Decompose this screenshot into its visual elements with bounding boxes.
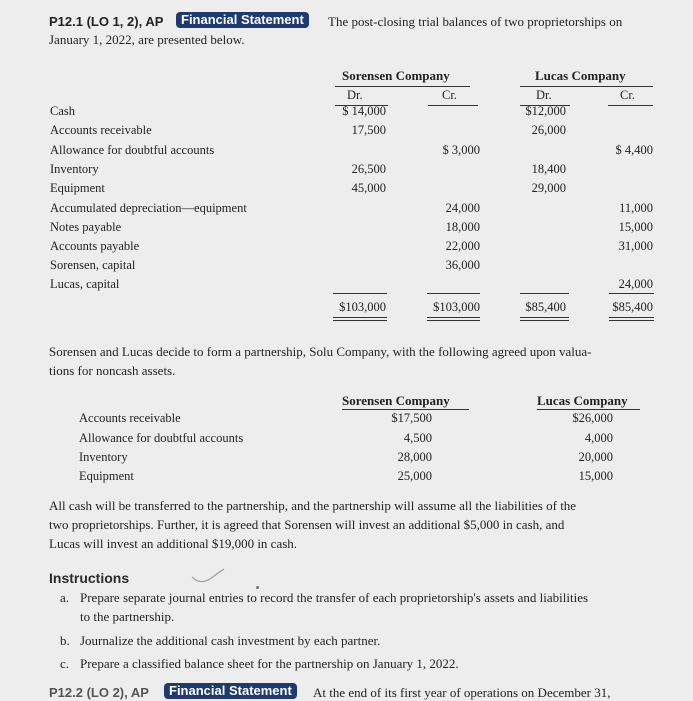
trial-cell-s-dr: $ 14,000	[342, 104, 386, 118]
instruction-b-line-1: Journalize the additional cash investment by each partner.	[80, 633, 381, 648]
next-problem-id: P12.2 (LO 2), AP	[49, 685, 149, 700]
trial-cell-l-dr: 29,000	[531, 181, 566, 195]
instruction-c-line-1: Prepare a classified balance sheet for the partnership on January 1, 2022.	[80, 656, 459, 671]
lucas-cr-header: Cr.	[620, 88, 635, 102]
lucas-dr-header: Dr.	[536, 88, 552, 102]
transfer-line-1: All cash will be transferred to the partnership, and the partnership will assume all the liabilities of the	[49, 498, 577, 513]
intro-line-2: January 1, 2022, are presented below.	[49, 32, 245, 47]
trial-row-label: Sorensen, capital	[50, 258, 136, 272]
trial-cell-s-dr: 17,500	[351, 123, 386, 137]
trial-row-label: Accounts payable	[50, 239, 140, 253]
trial-cell-l-cr: 31,000	[618, 239, 653, 253]
sorensen-dr-header: Dr.	[347, 88, 363, 102]
trial-company-sorensen: Sorensen Company	[342, 68, 450, 83]
trial-cell-l-dr: $12,000	[525, 104, 566, 118]
valuation-row-label: Accounts receivable	[79, 411, 181, 425]
trial-cell-s-cr: $ 3,000	[442, 143, 480, 157]
instruction-a-line-1: Prepare separate journal entries to record the transfer of each proprietorship's assets and liabilities	[80, 590, 589, 605]
pencil-check-mark	[190, 565, 230, 587]
valuation-lucas-value: $26,000	[572, 411, 613, 425]
trial-company-lucas: Lucas Company	[535, 68, 626, 83]
valuation-company-sorensen: Sorensen Company	[342, 393, 450, 408]
valuation-sorensen-value: $17,500	[391, 411, 432, 425]
next-financial-statement-tag: Financial Statement	[164, 683, 297, 699]
instruction-c-marker: c.	[60, 656, 70, 671]
next-problem-text: At the end of its first year of operations on December 31,	[313, 685, 611, 700]
trial-cell-l-cr: 11,000	[619, 201, 653, 215]
problem-id: P12.1 (LO 1, 2), AP	[49, 14, 164, 29]
trial-row-label: Notes payable	[50, 220, 122, 234]
trial-row-label: Equipment	[50, 181, 105, 195]
valuation-row-label: Equipment	[79, 469, 134, 483]
trial-cell-l-cr: $ 4,400	[615, 143, 653, 157]
middle-line-1: Sorensen and Lucas decide to form a partnership, Solu Company, with the following agreed upon valua-	[49, 344, 592, 359]
valuation-lucas-value: 20,000	[578, 450, 613, 464]
valuation-row-label: Allowance for doubtful accounts	[79, 431, 244, 445]
trial-row-label: Allowance for doubtful accounts	[50, 143, 215, 157]
total-sorensen-cr: $103,000	[433, 300, 480, 314]
trial-cell-l-dr: 18,400	[531, 162, 566, 176]
instruction-a-line-2: to the partnership.	[80, 609, 175, 624]
valuation-sorensen-value: 25,000	[397, 469, 432, 483]
instruction-a-marker: a.	[60, 590, 70, 605]
instruction-b-marker: b.	[60, 633, 70, 648]
trial-row-label: Cash	[50, 104, 75, 118]
total-lucas-cr: $85,400	[612, 300, 653, 314]
trial-cell-s-cr: 24,000	[445, 201, 480, 215]
valuation-sorensen-value: 4,500	[403, 431, 432, 445]
valuation-lucas-value: 15,000	[578, 469, 613, 483]
total-sorensen-dr: $103,000	[339, 300, 386, 314]
valuation-company-lucas: Lucas Company	[537, 393, 628, 408]
trial-row-label: Lucas, capital	[50, 277, 120, 291]
trial-cell-s-dr: 26,500	[351, 162, 386, 176]
instructions-heading: Instructions	[49, 570, 130, 586]
financial-statement-tag: Financial Statement	[176, 12, 309, 28]
transfer-line-3: Lucas will invest an additional $19,000 in cash.	[49, 536, 298, 551]
transfer-line-2: two proprietorships. Further, it is agreed that Sorensen will invest an additional $5,000 in cash, and	[49, 517, 565, 532]
pencil-dot	[256, 586, 259, 589]
trial-cell-l-cr: 15,000	[618, 220, 653, 234]
trial-row-label: Accumulated depreciation—equipment	[50, 201, 247, 215]
valuation-lucas-value: 4,000	[584, 431, 613, 445]
trial-row-label: Inventory	[50, 162, 99, 176]
total-lucas-dr: $85,400	[525, 300, 566, 314]
sorensen-cr-header: Cr.	[442, 88, 457, 102]
trial-cell-s-cr: 36,000	[445, 258, 480, 272]
trial-cell-l-dr: 26,000	[531, 123, 566, 137]
trial-row-label: Accounts receivable	[50, 123, 152, 137]
middle-line-2: tions for noncash assets.	[49, 363, 176, 378]
trial-cell-s-dr: 45,000	[351, 181, 386, 195]
trial-cell-s-cr: 18,000	[445, 220, 480, 234]
intro-line-1: The post-closing trial balances of two proprietorships on	[328, 14, 623, 29]
trial-cell-l-cr: 24,000	[618, 277, 653, 291]
trial-cell-s-cr: 22,000	[445, 239, 480, 253]
valuation-sorensen-value: 28,000	[397, 450, 432, 464]
valuation-row-label: Inventory	[79, 450, 128, 464]
